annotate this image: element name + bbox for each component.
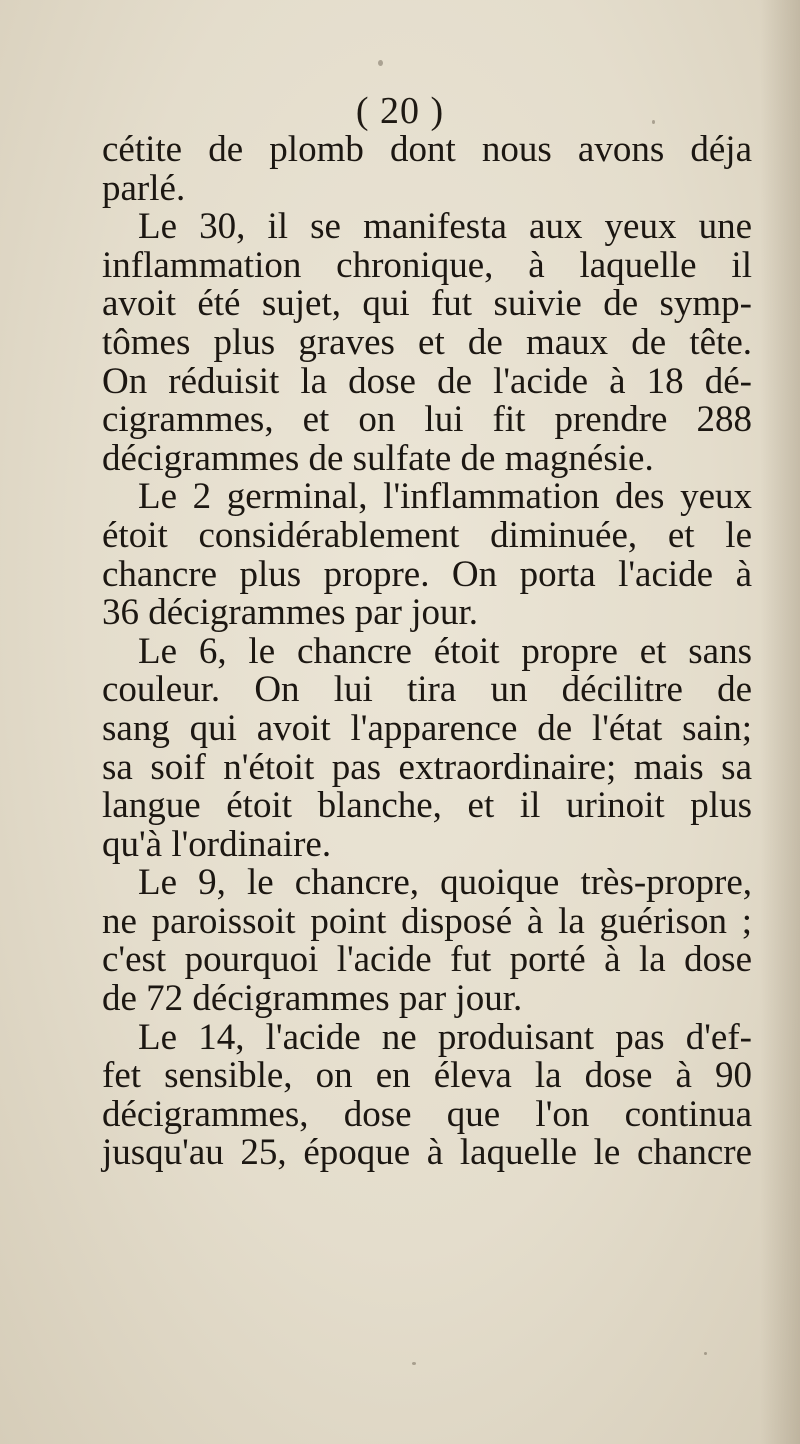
text-line: couleur. On lui tira un décilitre de — [102, 669, 752, 711]
text-line: qu'à l'ordinaire. — [102, 823, 332, 865]
paragraph — [102, 630, 752, 865]
text-line: On réduisit la dose de l'acide à 18 dé- — [102, 360, 752, 402]
text-line: jusqu'au 25, époque à laquelle le chancre — [102, 1132, 752, 1174]
text-line: chancre plus propre. On porta l'acide à — [102, 553, 752, 595]
text-line: cétite de plomb dont nous avons déja — [102, 129, 752, 170]
paper-speck — [652, 120, 655, 124]
text-line: Le 9, le chancre, quoique très-propre, — [138, 862, 752, 904]
paragraph — [102, 864, 752, 1018]
text-line: Le 6, le chancre étoit propre et sans — [138, 630, 752, 672]
text-line: ne paroissoit point disposé à la guérison ; — [102, 900, 752, 942]
text-line: Le 14, l'acide ne produisant pas d'ef- — [138, 1016, 752, 1058]
text-line: tômes plus graves et de maux de tête. — [102, 321, 752, 363]
text-line: cigrammes, et on lui fit prendre 288 — [102, 399, 752, 441]
page-edge-shadow — [760, 0, 800, 1444]
text-line: de 72 décigrammes par jour. — [102, 978, 523, 1020]
text-line: Le 2 germinal, l'inflammation des yeux — [138, 476, 752, 518]
paper-speck — [412, 1362, 416, 1365]
paragraph — [102, 1016, 752, 1174]
text-line: c'est pourquoi l'acide fut porté à la dose — [102, 939, 752, 981]
text-line: fet sensible, on en éleva la dose à 90 — [102, 1055, 752, 1097]
text-line: étoit considérablement diminuée, et le — [102, 514, 752, 556]
text-line: sang qui avoit l'apparence de l'état sain; — [102, 707, 752, 749]
text-line: Le 30, il se manifesta aux yeux une — [138, 206, 752, 248]
text-line: sa soif n'étoit pas extraordinaire; mais sa — [102, 746, 752, 788]
text-line: parlé. — [102, 167, 186, 209]
text-line: langue étoit blanche, et il urinoit plus — [102, 785, 752, 827]
paragraph — [102, 478, 752, 632]
text-line: 36 décigrammes par jour. — [102, 592, 479, 634]
text-line: inflammation chronique, à laquelle il — [102, 244, 752, 286]
text-line: décigrammes de sulfate de magnésie. — [102, 437, 654, 479]
paragraph — [102, 131, 752, 208]
paper-speck — [378, 60, 383, 66]
paragraph — [102, 208, 752, 478]
text-line: avoit été sujet, qui fut suivie de symp- — [102, 283, 752, 325]
body-text — [102, 131, 752, 1173]
text-line: décigrammes, dose que l'on continua — [102, 1093, 752, 1135]
page-number: ( 20 ) — [355, 90, 445, 132]
paper-speck — [704, 1352, 707, 1355]
